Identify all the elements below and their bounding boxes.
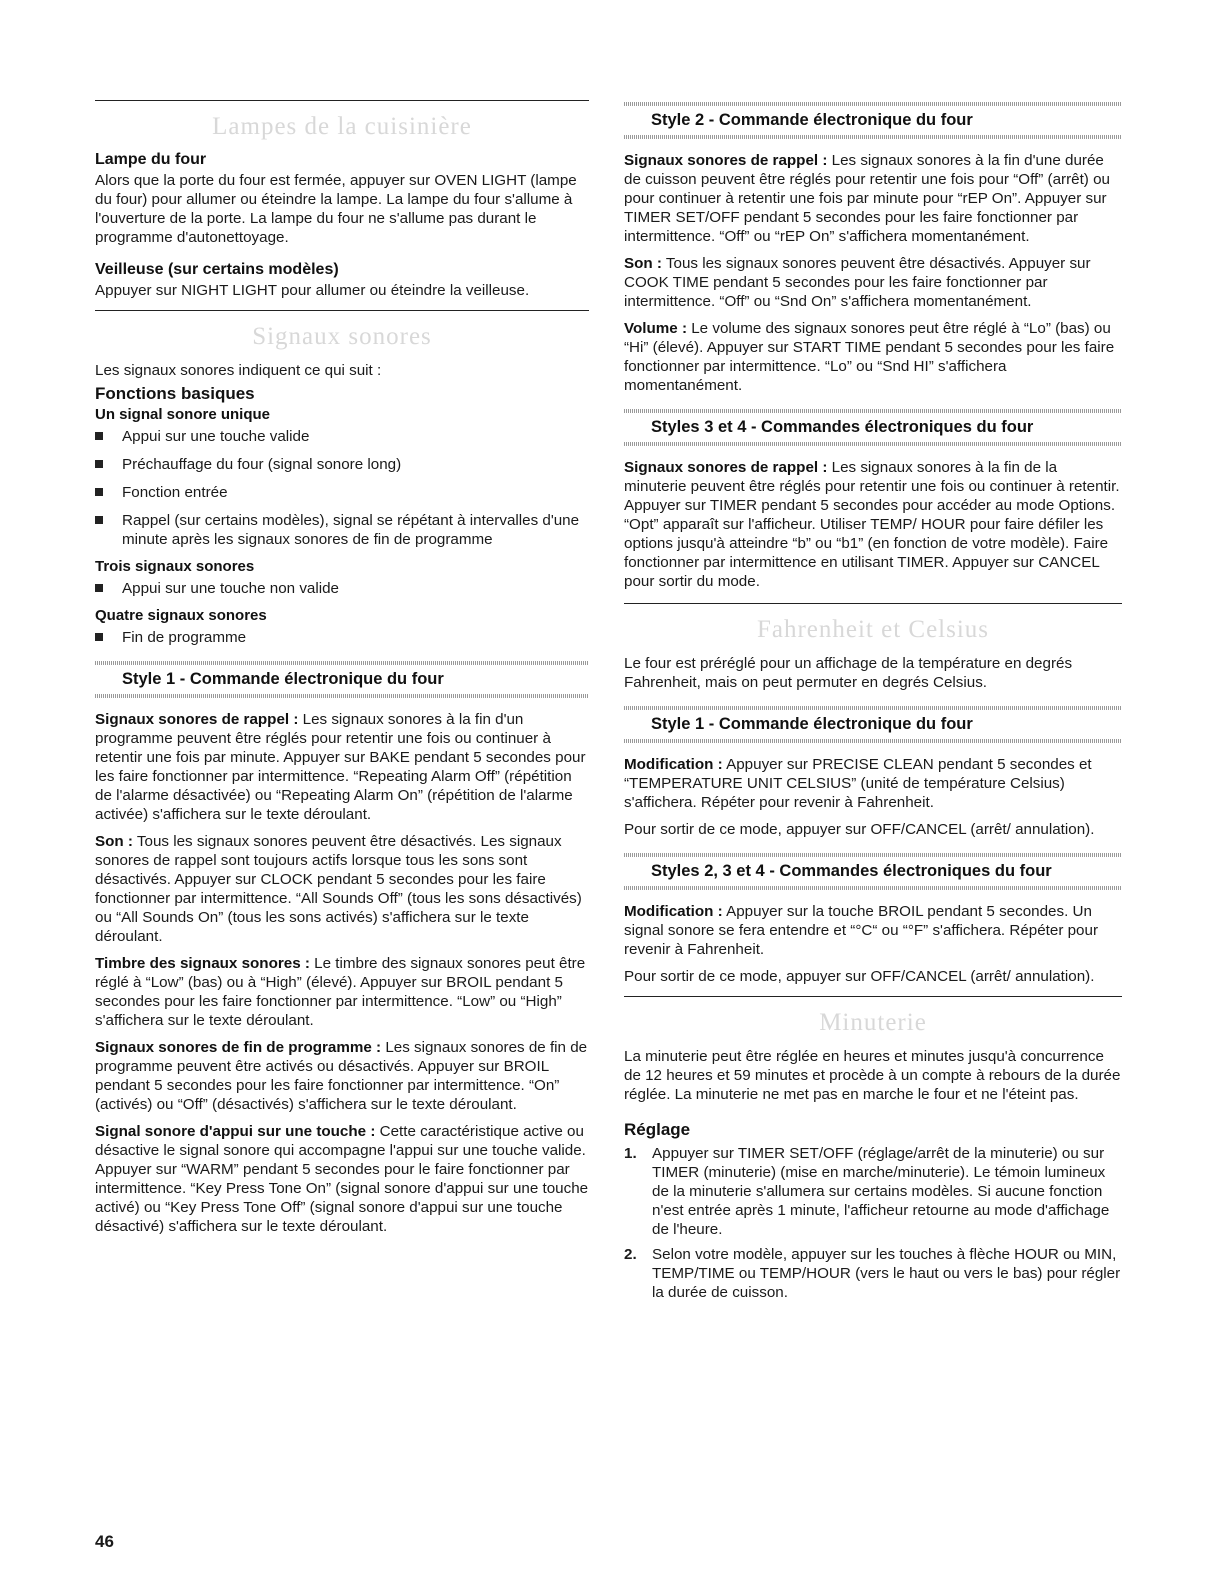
heading-night-light: Veilleuse (sur certains modèles) xyxy=(95,261,339,278)
style34-reminder xyxy=(624,458,1122,591)
hatch-rule xyxy=(624,135,1122,139)
style-2-label: Style 2 - Commande électronique du four xyxy=(651,111,973,129)
term: Signaux sonores de fin de programme : xyxy=(95,1039,382,1056)
hatch-rule xyxy=(624,886,1122,890)
term: Son : xyxy=(95,833,133,850)
style1-end-signals xyxy=(95,1038,589,1114)
text: Les signaux sonores à la fin de la minuterie peuvent être réglés pour retentir une fois ou continuer à retentir. Appuyer sur TIMER pendant 5 secondes pour accéder au mode Options. “Opt” apparaît sur l'afficheur. Utiliser TEMP/ HOUR pour faire défiler les options jusqu'à atteindre “b” ou “b1” (en fonction de votre modèle). Faire fonctionner par intermittence en utilisant TIMER. Appuyer sur CANCEL pour sortir du mode. xyxy=(624,459,1120,590)
fahrenheit-s1-modification xyxy=(624,755,1122,812)
right-column xyxy=(624,102,1122,1308)
night-light-text: Appuyer sur NIGHT LIGHT pour allumer ou éteindre la veilleuse. xyxy=(95,282,530,299)
style2-reminder xyxy=(624,151,1122,246)
style1-tone xyxy=(95,954,589,1030)
term: Signaux sonores de rappel : xyxy=(624,459,828,476)
text: Les signaux sonores à la fin d'une durée de cuisson peuvent être réglés pour retentir une fois pour “Off” (arrêt) ou pour continuer à retentir une fois par minute pour “rEP On”. Appuyer sur TIMER SET/OFF pendant 5 secondes pour les faire fonctionner par intermittence. “Off” ou “rEP On” s'affichera momentanément. xyxy=(624,152,1110,245)
single-signal-list xyxy=(95,427,589,549)
heading-basic-functions: Fonctions basiques xyxy=(95,384,255,403)
fahrenheit-s1-exit: Pour sortir de ce mode, appuyer sur OFF/CANCEL (arrêt/ annulation). xyxy=(624,821,1095,838)
fahrenheit-intro: Le four est préréglé pour un affichage de la température en degrés Fahrenheit, mais on peut permuter en degrés Celsius. xyxy=(624,655,1073,691)
section-rule xyxy=(95,310,589,311)
text: Cette caractéristique active ou désactive le signal sonore qui accompagne l'appui sur une touche valide. Appuyer sur “WARM” pendant 5 secondes pour le faire fonctionner par intermittence. “Key Press Tone On” (signal sonore d'appui sur une touche activé) ou “Key Press Tone Off” (signal sonore d'appui sur une touche désactivé) s'affichera sur le texte déroulant. xyxy=(95,1123,589,1235)
style-1-header xyxy=(95,661,589,698)
fahrenheit-s234-modification xyxy=(624,902,1122,959)
heading-setting: Réglage xyxy=(624,1120,691,1139)
list-item: Appui sur une touche valide xyxy=(95,427,589,446)
style-34-label: Styles 3 et 4 - Commandes électroniques du four xyxy=(651,418,1034,436)
three-signals-list xyxy=(95,579,589,598)
hatch-rule xyxy=(624,442,1122,446)
fahrenheit-style-1-header xyxy=(624,706,1122,743)
left-column xyxy=(95,100,589,1244)
term: Son : xyxy=(624,255,662,272)
heading-four-signals: Quatre signaux sonores xyxy=(95,607,267,624)
text: Les signaux sonores de fin de programme peuvent être activés ou désactivés. Appuyer sur BROIL pendant 5 secondes pour les faire fonctionner par intermittence. “On” (activés) ou “Off” (désactivés) s'affichera sur le texte déroulant. xyxy=(95,1039,588,1113)
style1-reminder xyxy=(95,710,589,824)
list-item xyxy=(624,1245,1122,1302)
section-title-signals: Signaux sonores xyxy=(252,323,432,350)
style1-keypress xyxy=(95,1122,589,1236)
fahrenheit-style-234-label: Styles 2, 3 et 4 - Commandes électroniques du four xyxy=(651,862,1052,880)
style2-sound xyxy=(624,254,1122,311)
text: Le timbre des signaux sonores peut être réglé à “Low” (bas) ou à “High” (élevé). Appuyer sur BROIL pendant 5 secondes pour les faire fonctionner par intermittence. “Low” ou “High” s'affichera sur le texte déroulant. xyxy=(95,955,586,1029)
text: Le volume des signaux sonores peut être réglé à “Lo” (bas) ou “Hi” (élevé). Appuyer sur START TIME pendant 5 secondes pour les faire fonctionner par intermittence. “Lo” ou “Snd HI” s'affichera momentanément. xyxy=(624,320,1115,394)
text: Les signaux sonores à la fin d'un programme peuvent être réglés pour retentir une fois ou continuer à retentir une fois par minute. Appuyer sur BAKE pendant 5 secondes pour les faire fonctionner par intermittence. “Repeating Alarm Off” (répétition de l'alarme désactivée) ou “Repeating Alarm On” (répétition de l'alarme activée) s'affichera sur le texte déroulant. xyxy=(95,711,586,823)
heading-single-signal: Un signal sonore unique xyxy=(95,406,271,423)
section-title-timer: Minuterie xyxy=(819,1009,927,1036)
term: Signaux sonores de rappel : xyxy=(624,152,828,169)
section-title-fahrenheit: Fahrenheit et Celsius xyxy=(756,616,990,643)
style2-volume xyxy=(624,319,1122,395)
hatch-rule xyxy=(95,694,589,698)
section-rule xyxy=(624,996,1122,997)
list-item: Fin de programme xyxy=(95,628,589,647)
list-item: Fonction entrée xyxy=(95,483,589,502)
term: Timbre des signaux sonores : xyxy=(95,955,310,972)
heading-oven-lamp: Lampe du four xyxy=(95,151,207,168)
term: Signaux sonores de rappel : xyxy=(95,711,299,728)
fahrenheit-s234-exit: Pour sortir de ce mode, appuyer sur OFF/CANCEL (arrêt/ annulation). xyxy=(624,968,1095,985)
style1-sound xyxy=(95,832,589,946)
step-text: Selon votre modèle, appuyer sur les touches à flèche HOUR ou MIN, TEMP/TIME ou TEMP/HOUR (vers le haut ou vers le bas) pour régler la durée de cuisson. xyxy=(652,1246,1121,1301)
term: Volume : xyxy=(624,320,688,337)
four-signals-list xyxy=(95,628,589,647)
hatch-rule xyxy=(624,739,1122,743)
page-number: 46 xyxy=(95,1532,114,1551)
fahrenheit-style-1-label: Style 1 - Commande électronique du four xyxy=(651,715,973,733)
text: Appuyer sur la touche BROIL pendant 5 secondes. Un signal sonore se fera entendre et “°C“ ou “°F” s'affichera. Répéter pour revenir à Fahrenheit. xyxy=(624,903,1099,958)
section-rule xyxy=(624,603,1122,604)
list-item: Appui sur une touche non valide xyxy=(95,579,589,598)
section-title-lamps: Lampes de la cuisinière xyxy=(212,113,472,140)
text: Appuyer sur PRECISE CLEAN pendant 5 secondes et “TEMPERATURE UNIT CELSIUS” (unité de température Celsius) s'affichera. Répéter pour revenir à Fahrenheit. xyxy=(624,756,1092,811)
style-2-header xyxy=(624,102,1122,139)
style-1-label: Style 1 - Commande électronique du four xyxy=(122,670,444,688)
term: Modification : xyxy=(624,756,723,773)
heading-three-signals: Trois signaux sonores xyxy=(95,558,255,575)
step-number: 2. xyxy=(624,1246,637,1263)
list-item: Rappel (sur certains modèles), signal se répétant à intervalles d'une minute après les signaux sonores de fin de programme xyxy=(95,511,589,549)
step-number: 1. xyxy=(624,1145,637,1162)
list-item: Préchauffage du four (signal sonore long) xyxy=(95,455,589,474)
text: Tous les signaux sonores peuvent être désactivés. Les signaux sonores de rappel sont toujours actifs lorsque tous les sons sont désactivés. Appuyer sur CLOCK pendant 5 secondes pour les faire fonctionner par intermittence. “All Sounds Off” (tous les sons désactivés) ou “All Sounds On” (tous les sons activés) s'affichera sur le texte déroulant. xyxy=(95,833,582,945)
step-text: Appuyer sur TIMER SET/OFF (réglage/arrêt de la minuterie) ou sur TIMER (minuterie) (mise en marche/minuterie). Le témoin lumineux de la minuterie s'allumera sur certains modèles. Si aucune fonction n'est entrée après 1 minute, l'afficheur retourne au mode d'affichage de l'heure. xyxy=(652,1145,1110,1238)
style-34-header xyxy=(624,409,1122,446)
term: Signal sonore d'appui sur une touche : xyxy=(95,1123,376,1140)
list-item xyxy=(624,1144,1122,1239)
text: Tous les signaux sonores peuvent être désactivés. Appuyer sur COOK TIME pendant 5 secondes pour les faire fonctionner par intermittence. “Off” ou “Snd On” s'affichera momentanément. xyxy=(624,255,1091,310)
term: Modification : xyxy=(624,903,723,920)
timer-steps xyxy=(624,1144,1122,1302)
oven-lamp-text: Alors que la porte du four est fermée, appuyer sur OVEN LIGHT (lampe du four) pour allumer ou éteindre la lampe. La lampe du four s'allume à l'ouverture de la porte. La lampe du four ne s'allume pas durant le programme d'autonettoyage. xyxy=(95,172,577,246)
timer-intro: La minuterie peut être réglée en heures et minutes jusqu'à concurrence de 12 heures et 59 minutes et procède à un compte à rebours de la durée réglée. La minuterie ne met pas en marche le four et ne l'éteint pas. xyxy=(624,1048,1121,1103)
section-rule xyxy=(95,100,589,101)
signals-intro: Les signaux sonores indiquent ce qui suit : xyxy=(95,362,382,379)
fahrenheit-style-234-header xyxy=(624,853,1122,890)
